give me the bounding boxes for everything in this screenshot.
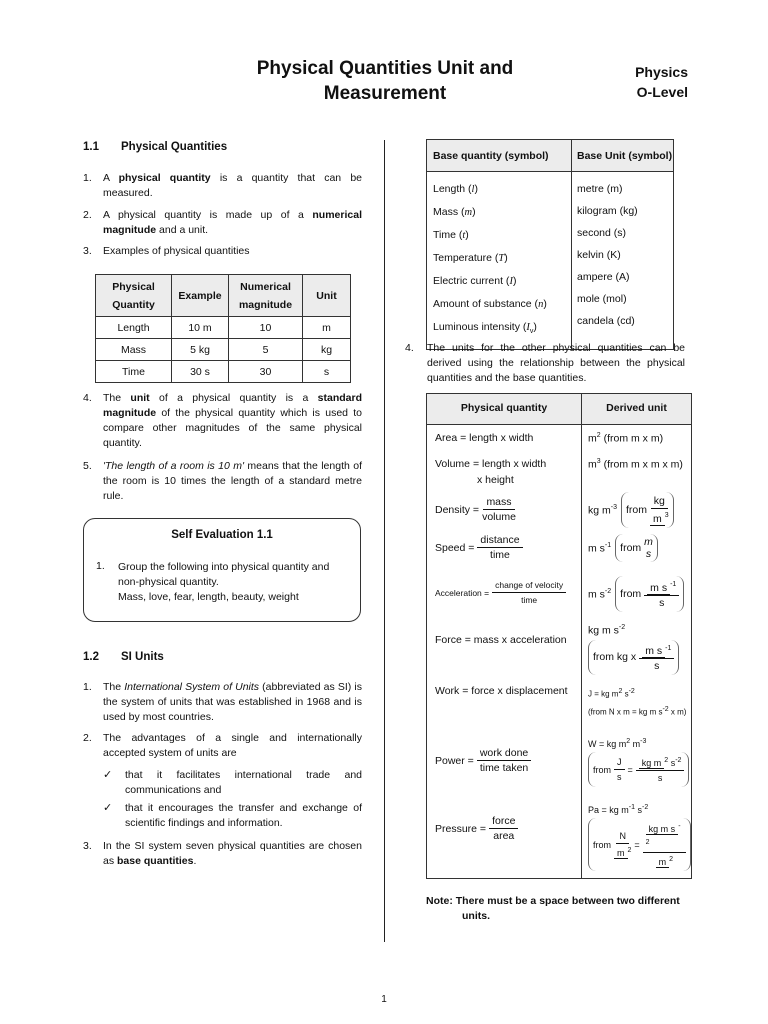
page-number: 1 — [381, 994, 387, 1005]
item-number: 1. — [83, 681, 92, 693]
list-item — [83, 839, 362, 869]
item-number: 4. — [405, 342, 414, 354]
table-row — [96, 361, 351, 383]
quantity-density: Density = $\frac{\text{mass}}{\text{volume}}$ — [435, 496, 516, 523]
bullet-text: that it facilitates international trade and communications and — [125, 769, 362, 796]
base-unit: ampere (A) — [577, 271, 630, 283]
list-item — [83, 680, 362, 725]
quantity-work: Work = force x displacement — [435, 685, 568, 697]
base-quantities-table — [426, 139, 674, 350]
page-title — [220, 56, 550, 106]
derived-units-table — [426, 393, 692, 879]
base-quantity: Length (l) — [433, 183, 478, 195]
base-unit: kelvin (K) — [577, 249, 621, 261]
unit-pressure: Pa = kg $m^{-1}$ $s^{-2}$ from $\frac{N}{m ^2}$ = $\frac{kg m s ^{-2}}{m ^2}$ — [588, 804, 691, 871]
list-item — [405, 341, 685, 386]
quantity-volume: Volume = length x width x height — [435, 458, 547, 486]
section-title: Physical Quantities — [121, 141, 228, 153]
item-number: 4. — [83, 392, 92, 404]
item-number: 3. — [83, 840, 92, 852]
table-cell: s — [303, 361, 351, 383]
section-number: 1.1 — [83, 141, 99, 153]
table-cell: 5 kg — [172, 339, 229, 361]
list-item — [83, 391, 362, 451]
item-text: Examples of physical quantities — [103, 245, 250, 257]
unit-speed: m $s^{-1}$ from m s — [588, 534, 658, 562]
unit-area: $m^2$ (from m x m) — [588, 432, 664, 445]
item-number: 1. — [96, 560, 105, 572]
quantity-force: Force = mass x acceleration — [435, 634, 567, 646]
unit-force: kg m $s^{-2}$ from kg x $\frac{m s ^{-1}}{s}$ — [588, 624, 679, 675]
quantity-area: Area = length x width — [435, 432, 534, 444]
item-text: The units for the other physical quantities can be derived using the relationship between the physical quantities and the base quantities. — [427, 342, 685, 384]
base-unit: candela (cd) — [577, 315, 635, 327]
examples-table — [95, 274, 351, 383]
item-number: 2. — [83, 732, 92, 744]
unit-acceleration: m $s^{-2}$ from $\frac{m s ^{-1}}{s}$ — [588, 576, 684, 612]
note-line: units. — [462, 910, 490, 922]
subject-line-2: O-Level — [636, 84, 688, 100]
unit-work: J = kg $m^2$ $s^{-2}$ (from N x m = kg m $s^{-2}$ x m) — [588, 688, 687, 717]
quantity-pressure: Pressure = $\frac{\text{force}}{\text{area}}$ — [435, 814, 518, 843]
item-text: The International System of Units (abbreviated as SI) is the system of units that was established in 1968 and is used by most countries. — [103, 681, 362, 723]
item-text: 'The length of a room is 10 m' means that the length of the room is 10 times the length of a standard metre rule. — [103, 460, 362, 502]
check-icon: ✓ — [103, 769, 113, 781]
item-text: A physical quantity is a quantity that can be measured. — [103, 172, 362, 199]
self-evaluation-box — [83, 518, 361, 622]
table-cell: 5 — [229, 339, 303, 361]
table-cell: 30 s — [172, 361, 229, 383]
base-unit: mole (mol) — [577, 293, 627, 305]
base-quantity: Mass (m) — [433, 206, 476, 218]
item-text: The unit of a physical quantity is a standard magnitude of the physical quantity which is used to compare other magnitudes of the same physical quantity. — [103, 392, 362, 449]
base-quantity: Electric current (I) — [433, 275, 517, 287]
table-header: Example — [172, 275, 229, 317]
item-number: 5. — [83, 460, 92, 472]
table-row — [96, 317, 351, 339]
base-unit-column — [572, 172, 674, 350]
base-quantity-column — [427, 172, 572, 350]
title-line-2: Measurement — [323, 83, 447, 104]
title-line-1: Physical Quantities Unit and — [256, 58, 514, 79]
column-divider — [384, 140, 385, 942]
bullet-item — [103, 768, 362, 798]
base-unit: kilogram (kg) — [577, 205, 638, 217]
item-number: 1. — [83, 172, 92, 184]
item-text: In the SI system seven physical quantities are chosen as base quantities. — [103, 840, 362, 867]
note-line: Note: There must be a space between two different — [426, 895, 680, 907]
item-number: 2. — [83, 209, 92, 221]
item-text: A physical quantity is made up of a numerical magnitude and a unit. — [103, 209, 362, 236]
list-item — [83, 459, 362, 504]
table-cell: m — [303, 317, 351, 339]
list-item — [83, 171, 362, 201]
table-cell: Length — [96, 317, 172, 339]
section-number: 1.2 — [83, 651, 99, 663]
table-header: Base Unit (symbol) — [572, 140, 674, 172]
table-header: Physical quantity — [460, 402, 548, 414]
self-evaluation-title: Self Evaluation 1.1 — [171, 529, 273, 541]
table-header: Unit — [303, 275, 351, 317]
table-header: Base quantity (symbol) — [427, 140, 572, 172]
bullet-text: that it encourages the transfer and exchange of scientific findings and information. — [125, 802, 362, 829]
list-item — [83, 208, 362, 238]
table-cell: 30 — [229, 361, 303, 383]
section-heading-1-2 — [83, 651, 164, 663]
quantity-speed: Speed = $\frac{\text{distance}}{\text{time}}$ — [435, 533, 523, 562]
item-text: The advantages of a single and internationally accepted system of units are — [103, 732, 362, 759]
base-unit: second (s) — [577, 227, 627, 239]
list-item — [83, 244, 362, 259]
unit-power: W = kg $m^2$ $m^{-3}$ from $\frac{J}{s}$ = $\frac{kg m ^2 s^{-2}}{s}$ — [588, 738, 689, 787]
note — [426, 894, 696, 924]
table-row — [96, 339, 351, 361]
table-cell: 10 m — [172, 317, 229, 339]
table-cell: kg — [303, 339, 351, 361]
table-column-line — [581, 394, 582, 878]
table-header: Derived unit — [606, 402, 667, 414]
base-quantity: Time (t) — [433, 229, 469, 241]
section-title: SI Units — [121, 651, 164, 663]
quantity-power: Power = $\frac{\text{work done}}{\text{time taken}}$ — [435, 746, 531, 775]
unit-density: kg $m^{-3}$ from $\frac{kg}{m ^3}$ — [588, 492, 674, 528]
subject-label — [590, 62, 688, 102]
base-quantity: Amount of substance (n) — [433, 298, 547, 310]
section-heading-1-1 — [83, 141, 227, 153]
quantity-acceleration: Acceleration = $\frac{\text{change of velocity}}{\text{time}}$ — [435, 578, 566, 607]
subject-line-1: Physics — [635, 64, 688, 80]
list-item — [83, 731, 362, 761]
base-quantity: Temperature (T) — [433, 252, 508, 264]
table-header: Physical Quantity — [96, 275, 172, 317]
table-cell: 10 — [229, 317, 303, 339]
base-quantity: Luminous intensity $(I_v)$ — [433, 321, 537, 336]
table-header: Numerical magnitude — [229, 275, 303, 317]
self-evaluation-question: Group the following into physical quantity and non-physical quantity. Mass, love, fear, length, beauty, weight — [118, 561, 330, 603]
table-cell: Time — [96, 361, 172, 383]
bullet-item — [103, 801, 362, 831]
table-cell: Mass — [96, 339, 172, 361]
base-unit: metre (m) — [577, 183, 623, 195]
unit-volume: $m^3$ (from m x m x m) — [588, 458, 683, 471]
table-header-row — [427, 394, 691, 425]
item-number: 3. — [83, 245, 92, 257]
check-icon: ✓ — [103, 802, 113, 814]
